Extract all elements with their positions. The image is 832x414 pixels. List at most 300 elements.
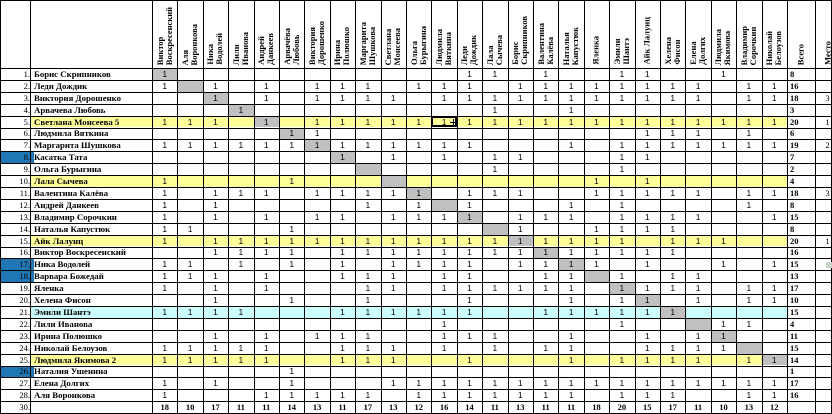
vote-cell[interactable] <box>508 294 533 306</box>
vote-cell[interactable] <box>406 294 431 306</box>
vote-cell[interactable] <box>584 282 609 294</box>
column-total[interactable]: 15 <box>643 402 652 413</box>
vote-cell[interactable] <box>406 151 431 163</box>
vote-cell[interactable] <box>381 389 406 401</box>
participant-name[interactable]: Лили Иванова <box>34 318 93 329</box>
vote-cell[interactable] <box>736 258 761 270</box>
vote-cell[interactable]: 1 <box>187 354 193 365</box>
vote-cell[interactable]: 1 <box>289 176 295 187</box>
vote-cell[interactable] <box>482 270 507 282</box>
vote-cell[interactable]: 1 <box>695 235 701 246</box>
vote-cell[interactable] <box>508 306 533 318</box>
row-total[interactable]: 16 <box>790 80 799 91</box>
row-number[interactable]: 7. <box>23 140 30 151</box>
vote-cell[interactable]: 1 <box>644 378 650 389</box>
vote-cell[interactable]: 1 <box>619 187 625 198</box>
vote-cell[interactable] <box>685 163 710 175</box>
vote-cell[interactable] <box>330 318 355 330</box>
vote-cell[interactable] <box>330 104 355 116</box>
row-total[interactable]: 13 <box>790 271 799 282</box>
vote-cell[interactable] <box>736 330 761 342</box>
participant-name[interactable]: Арвачева Любовь <box>34 104 106 115</box>
vote-cell[interactable] <box>635 199 660 211</box>
vote-cell[interactable]: 1 <box>644 247 650 258</box>
vote-cell[interactable] <box>685 151 710 163</box>
vote-cell[interactable]: 1 <box>721 378 726 389</box>
vote-cell[interactable]: 1 <box>543 378 549 389</box>
vote-cell[interactable] <box>355 68 380 80</box>
vote-cell[interactable]: 1 <box>416 211 422 222</box>
row-number[interactable]: 6. <box>23 128 30 139</box>
vote-cell[interactable] <box>177 366 202 378</box>
vote-cell[interactable] <box>635 235 660 247</box>
vote-cell[interactable] <box>736 247 761 259</box>
vote-cell[interactable] <box>279 80 304 92</box>
vote-cell[interactable] <box>762 223 787 235</box>
vote-cell[interactable]: 1 <box>619 140 625 151</box>
vote-cell[interactable] <box>381 199 406 211</box>
vote-cell[interactable]: 1 <box>340 354 345 365</box>
vote-cell[interactable] <box>584 139 609 151</box>
vote-cell[interactable]: 1 <box>660 306 685 318</box>
vote-cell[interactable] <box>304 258 329 270</box>
vote-cell[interactable] <box>330 223 355 235</box>
vote-cell[interactable] <box>482 199 507 211</box>
vote-cell[interactable]: 1 <box>279 128 304 140</box>
column-total[interactable]: 13 <box>389 402 398 413</box>
vote-cell[interactable]: 1 <box>213 271 218 282</box>
vote-cell[interactable] <box>685 104 710 116</box>
vote-cell[interactable] <box>558 151 583 163</box>
vote-cell[interactable]: 1 <box>416 199 422 210</box>
row-number[interactable]: 18. <box>0 270 34 282</box>
vote-cell[interactable]: 1 <box>594 306 599 317</box>
vote-cell[interactable] <box>177 163 202 175</box>
vote-cell[interactable] <box>711 223 736 235</box>
vote-cell[interactable]: 1 <box>492 116 498 127</box>
vote-cell[interactable] <box>533 223 558 235</box>
vote-cell[interactable] <box>355 318 380 330</box>
vote-cell[interactable]: 1 <box>213 247 218 258</box>
vote-cell[interactable]: 1 <box>213 306 218 317</box>
vote-cell[interactable]: 1 <box>543 92 549 103</box>
row-place[interactable]: 3 <box>825 187 830 198</box>
vote-cell[interactable]: 1 <box>365 330 371 341</box>
vote-cell[interactable] <box>762 366 787 378</box>
vote-cell[interactable] <box>431 354 456 366</box>
vote-cell[interactable] <box>254 104 279 116</box>
vote-cell[interactable] <box>660 104 685 116</box>
vote-cell[interactable] <box>558 223 583 235</box>
vote-cell[interactable] <box>279 151 304 163</box>
row-place[interactable] <box>815 306 832 318</box>
row-total[interactable]: 4 <box>790 176 795 187</box>
vote-cell[interactable]: 1 <box>568 199 574 210</box>
vote-cell[interactable] <box>431 366 456 378</box>
vote-cell[interactable] <box>330 68 355 80</box>
vote-cell[interactable]: 1 <box>746 283 752 294</box>
vote-cell[interactable] <box>381 318 406 330</box>
vote-cell[interactable] <box>508 199 533 211</box>
vote-cell[interactable]: 1 <box>152 68 177 80</box>
row-total[interactable]: 15 <box>790 259 799 270</box>
vote-cell[interactable]: 1 <box>162 176 168 187</box>
vote-cell[interactable]: 1 <box>771 390 777 401</box>
vote-cell[interactable]: 1 <box>441 378 447 389</box>
vote-cell[interactable] <box>177 282 202 294</box>
vote-cell[interactable]: 1 <box>263 235 269 246</box>
vote-cell[interactable] <box>203 258 228 270</box>
vote-cell[interactable] <box>228 270 253 282</box>
row-place[interactable] <box>815 342 832 354</box>
vote-cell[interactable] <box>711 92 736 104</box>
row-number[interactable]: 15. <box>19 235 30 246</box>
column-total[interactable]: 17 <box>211 402 220 413</box>
vote-cell[interactable] <box>304 366 329 378</box>
row-total[interactable]: 1 <box>790 366 795 377</box>
vote-cell[interactable]: 1 <box>365 116 371 127</box>
vote-cell[interactable]: 1 <box>517 223 523 234</box>
vote-cell[interactable] <box>304 294 329 306</box>
vote-cell[interactable]: 1 <box>771 378 777 389</box>
vote-cell[interactable] <box>203 223 228 235</box>
vote-cell[interactable] <box>711 247 736 259</box>
vote-cell[interactable]: 1 <box>162 283 168 294</box>
vote-cell[interactable] <box>228 330 253 342</box>
vote-cell[interactable] <box>228 128 253 140</box>
vote-cell[interactable] <box>685 68 710 80</box>
row-place[interactable] <box>815 80 832 92</box>
vote-cell[interactable]: 1 <box>467 378 472 389</box>
row-number[interactable]: 8. <box>0 151 34 163</box>
vote-cell[interactable] <box>685 389 710 401</box>
vote-cell[interactable]: 1 <box>441 235 447 246</box>
vote-cell[interactable]: 1 <box>467 92 472 103</box>
row-place[interactable]: 2 <box>825 140 830 151</box>
row-total[interactable]: 6 <box>790 128 795 139</box>
row-number[interactable]: 28. <box>19 390 30 401</box>
row-total[interactable]: 20 <box>790 116 799 127</box>
participant-name[interactable]: Аля Воронкова <box>34 390 96 401</box>
vote-cell[interactable]: 1 <box>644 80 650 91</box>
vote-cell[interactable]: 1 <box>670 80 676 91</box>
vote-cell[interactable] <box>177 330 202 342</box>
vote-cell[interactable]: 1 <box>289 235 295 246</box>
vote-cell[interactable]: 1 <box>746 354 752 365</box>
vote-cell[interactable]: 1 <box>263 390 269 401</box>
vote-cell[interactable]: 1 <box>517 259 523 270</box>
vote-cell[interactable]: 1 <box>644 354 650 365</box>
vote-cell[interactable]: 1 <box>568 211 574 222</box>
vote-cell[interactable] <box>203 318 228 330</box>
vote-cell[interactable] <box>228 294 253 306</box>
vote-cell[interactable]: 1 <box>416 390 422 401</box>
participant-name[interactable]: Борис Скрипников <box>34 68 111 79</box>
vote-cell[interactable]: 1 <box>441 211 447 222</box>
vote-cell[interactable]: 1 <box>721 259 726 270</box>
vote-cell[interactable]: 1 <box>492 187 498 198</box>
vote-cell[interactable]: 1 <box>416 80 422 91</box>
column-total[interactable]: 18 <box>592 402 601 413</box>
vote-cell[interactable]: 1 <box>467 306 472 317</box>
vote-cell[interactable] <box>457 104 482 116</box>
vote-cell[interactable]: 1 <box>314 211 320 222</box>
vote-cell[interactable] <box>406 175 431 187</box>
vote-cell[interactable] <box>635 270 660 282</box>
vote-cell[interactable] <box>177 80 202 92</box>
vote-cell[interactable]: 1 <box>711 330 736 342</box>
vote-cell[interactable]: 1 <box>238 187 244 198</box>
vote-cell[interactable]: 1 <box>390 271 396 282</box>
vote-cell[interactable] <box>330 128 355 140</box>
vote-cell[interactable]: 1 <box>644 140 650 151</box>
vote-cell[interactable] <box>203 128 228 140</box>
vote-cell[interactable] <box>736 342 761 354</box>
vote-cell[interactable]: 1 <box>390 306 396 317</box>
row-number[interactable]: 17. <box>0 258 34 270</box>
vote-cell[interactable]: 1 <box>746 187 752 198</box>
row-place[interactable] <box>815 104 832 116</box>
participant-name[interactable]: Лала Сычева <box>34 176 88 187</box>
row-total[interactable]: 2 <box>790 164 795 175</box>
row-total[interactable]: 17 <box>790 378 799 389</box>
vote-cell[interactable]: 1 <box>441 271 447 282</box>
vote-cell[interactable]: 1 <box>340 247 345 258</box>
vote-cell[interactable]: 1 <box>543 235 549 246</box>
vote-cell[interactable]: 1 <box>213 235 218 246</box>
vote-cell[interactable] <box>660 330 685 342</box>
vote-cell[interactable] <box>330 377 355 389</box>
vote-cell[interactable] <box>609 175 634 187</box>
vote-cell[interactable]: 1 <box>644 390 650 401</box>
vote-cell[interactable] <box>711 366 736 378</box>
vote-cell[interactable] <box>177 199 202 211</box>
vote-cell[interactable] <box>508 68 533 80</box>
vote-cell[interactable]: 1 <box>644 330 650 341</box>
vote-cell[interactable]: 1 <box>314 80 320 91</box>
vote-cell[interactable]: 1 <box>517 378 523 389</box>
vote-cell[interactable]: 1 <box>619 199 625 210</box>
vote-cell[interactable]: 1 <box>416 247 422 258</box>
vote-cell[interactable] <box>584 354 609 366</box>
vote-cell[interactable] <box>228 318 253 330</box>
vote-cell[interactable] <box>482 128 507 140</box>
vote-cell[interactable]: 1 <box>543 259 549 270</box>
vote-cell[interactable] <box>152 294 177 306</box>
row-total[interactable]: 18 <box>790 92 799 103</box>
row-place[interactable]: 1 <box>825 116 830 127</box>
vote-cell[interactable]: 1 <box>441 247 447 258</box>
row-number[interactable]: 4. <box>23 104 30 115</box>
vote-cell[interactable] <box>711 175 736 187</box>
vote-cell[interactable]: 1 <box>228 104 253 116</box>
vote-cell[interactable]: 1 <box>390 283 396 294</box>
vote-cell[interactable]: 1 <box>644 92 650 103</box>
vote-cell[interactable]: 1 <box>213 342 218 353</box>
vote-cell[interactable]: 1 <box>594 176 599 187</box>
vote-cell[interactable] <box>584 330 609 342</box>
vote-cell[interactable] <box>304 306 329 318</box>
vote-cell[interactable]: 1 <box>162 80 168 91</box>
column-total[interactable]: 13 <box>516 402 525 413</box>
vote-cell[interactable]: 1 <box>213 283 218 294</box>
vote-cell[interactable] <box>508 175 533 187</box>
row-place[interactable] <box>815 151 832 163</box>
vote-cell[interactable]: 1 <box>162 199 168 210</box>
vote-cell[interactable]: 1 <box>416 140 422 151</box>
vote-cell[interactable] <box>177 187 202 199</box>
vote-cell[interactable]: 1 <box>467 295 472 306</box>
vote-cell[interactable] <box>381 68 406 80</box>
vote-cell[interactable] <box>711 354 736 366</box>
vote-cell[interactable]: 1 <box>162 116 168 127</box>
vote-cell[interactable]: 1 <box>695 283 701 294</box>
participant-name[interactable]: Ольга Бурыгина <box>34 164 102 175</box>
vote-cell[interactable] <box>152 163 177 175</box>
participant-name[interactable]: Леди Дождик <box>34 80 88 91</box>
vote-cell[interactable]: 1 <box>492 378 498 389</box>
vote-cell[interactable]: 1 <box>263 211 269 222</box>
vote-cell[interactable] <box>304 318 329 330</box>
vote-cell[interactable]: 1 <box>263 92 269 103</box>
vote-cell[interactable] <box>558 128 583 140</box>
vote-cell[interactable]: 1 <box>441 116 447 127</box>
vote-cell[interactable]: 1 <box>670 354 676 365</box>
vote-cell[interactable] <box>660 294 685 306</box>
vote-cell[interactable]: 1 <box>416 259 422 270</box>
vote-cell[interactable] <box>457 318 482 330</box>
vote-cell[interactable] <box>203 366 228 378</box>
row-number[interactable]: 12. <box>19 199 30 210</box>
vote-cell[interactable]: 1 <box>365 199 371 210</box>
vote-cell[interactable]: 1 <box>187 259 193 270</box>
vote-cell[interactable] <box>177 175 202 187</box>
vote-cell[interactable]: 1 <box>365 271 371 282</box>
vote-cell[interactable]: 1 <box>568 271 574 282</box>
row-number[interactable]: 5. <box>23 116 30 127</box>
vote-cell[interactable]: 1 <box>517 152 523 163</box>
vote-cell[interactable]: 1 <box>619 247 625 258</box>
vote-cell[interactable] <box>711 270 736 282</box>
vote-cell[interactable] <box>736 306 761 318</box>
vote-cell[interactable]: 1 <box>670 247 676 258</box>
vote-cell[interactable] <box>762 175 787 187</box>
vote-cell[interactable]: 1 <box>568 354 574 365</box>
vote-cell[interactable] <box>381 104 406 116</box>
vote-cell[interactable] <box>482 366 507 378</box>
vote-cell[interactable]: 1 <box>695 330 701 341</box>
vote-cell[interactable] <box>558 68 583 80</box>
vote-cell[interactable]: 1 <box>568 80 574 91</box>
participant-name[interactable]: Андрей Данкеев <box>34 199 99 210</box>
row-place[interactable] <box>815 175 832 187</box>
participant-name[interactable]: Касатка Тата <box>34 152 88 163</box>
participant-name[interactable]: Светлана Монсеева 5 <box>34 116 120 127</box>
vote-cell[interactable]: 1 <box>441 318 447 329</box>
vote-cell[interactable]: 1 <box>406 187 431 199</box>
vote-cell[interactable] <box>660 318 685 330</box>
vote-cell[interactable] <box>584 366 609 378</box>
vote-cell[interactable] <box>254 175 279 187</box>
vote-cell[interactable]: 1 <box>492 164 498 175</box>
vote-cell[interactable]: 1 <box>543 68 549 79</box>
vote-cell[interactable] <box>330 163 355 175</box>
vote-cell[interactable] <box>584 318 609 330</box>
vote-cell[interactable]: 1 <box>670 390 676 401</box>
vote-cell[interactable]: 1 <box>340 92 345 103</box>
vote-cell[interactable]: 1 <box>771 259 777 270</box>
vote-cell[interactable] <box>406 270 431 282</box>
vote-cell[interactable] <box>203 163 228 175</box>
vote-cell[interactable] <box>736 366 761 378</box>
vote-cell[interactable] <box>457 163 482 175</box>
vote-cell[interactable] <box>406 68 431 80</box>
vote-cell[interactable]: 1 <box>771 295 777 306</box>
vote-cell[interactable] <box>279 318 304 330</box>
vote-cell[interactable] <box>355 377 380 389</box>
vote-cell[interactable]: 1 <box>746 80 752 91</box>
vote-cell[interactable]: 1 <box>619 354 625 365</box>
column-total[interactable]: 11 <box>490 402 499 413</box>
vote-cell[interactable]: 1 <box>416 378 422 389</box>
row-number[interactable]: 23. <box>19 330 30 341</box>
vote-cell[interactable] <box>406 342 431 354</box>
vote-cell[interactable]: 1 <box>365 140 371 151</box>
vote-cell[interactable] <box>558 175 583 187</box>
vote-cell[interactable] <box>533 366 558 378</box>
vote-cell[interactable] <box>508 354 533 366</box>
participant-name[interactable]: Эмили Шантэ <box>34 306 91 317</box>
vote-cell[interactable] <box>177 128 202 140</box>
vote-cell[interactable] <box>381 128 406 140</box>
vote-cell[interactable]: 1 <box>441 152 447 163</box>
vote-cell[interactable]: 1 <box>594 92 599 103</box>
column-total[interactable]: 13 <box>312 402 322 413</box>
column-total[interactable]: 17 <box>363 402 373 413</box>
vote-cell[interactable]: 1 <box>568 140 574 151</box>
vote-cell[interactable]: 1 <box>492 247 498 258</box>
vote-cell[interactable]: 1 <box>568 330 574 341</box>
vote-cell[interactable] <box>279 68 304 80</box>
vote-cell[interactable]: 1 <box>213 354 218 365</box>
vote-cell[interactable]: 1 <box>695 342 701 353</box>
vote-cell[interactable]: 1 <box>568 283 574 294</box>
row-place[interactable] <box>815 247 832 259</box>
vote-cell[interactable]: 1 <box>441 259 447 270</box>
vote-cell[interactable] <box>304 282 329 294</box>
vote-cell[interactable] <box>762 68 787 80</box>
vote-cell[interactable]: 1 <box>695 140 701 151</box>
vote-cell[interactable] <box>406 354 431 366</box>
vote-cell[interactable] <box>762 235 787 247</box>
vote-cell[interactable]: 1 <box>568 342 574 353</box>
participant-name[interactable]: Владимир Сорочкин <box>34 211 117 222</box>
vote-cell[interactable] <box>381 175 406 187</box>
vote-cell[interactable] <box>406 282 431 294</box>
vote-cell[interactable] <box>254 128 279 140</box>
vote-cell[interactable] <box>355 151 380 163</box>
vote-cell[interactable] <box>254 318 279 330</box>
vote-cell[interactable]: 1 <box>441 342 447 353</box>
vote-cell[interactable] <box>482 318 507 330</box>
vote-cell[interactable]: 1 <box>467 235 472 246</box>
vote-cell[interactable] <box>228 199 253 211</box>
row-number[interactable]: 24. <box>19 342 30 353</box>
vote-cell[interactable]: 1 <box>746 199 752 210</box>
vote-cell[interactable]: 1 <box>213 187 218 198</box>
row-number[interactable]: 26. <box>0 366 34 378</box>
vote-cell[interactable] <box>228 366 253 378</box>
